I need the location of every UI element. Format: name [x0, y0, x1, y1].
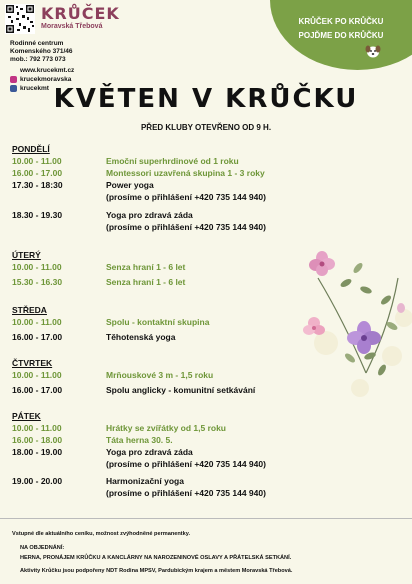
item-activity: Spolu anglicky - komunitní setkávání — [106, 385, 256, 395]
item-time: 16.00 - 17.00 — [12, 385, 63, 395]
instagram-icon — [10, 76, 17, 83]
day-heading: STŘEDA — [12, 305, 47, 315]
schedule-item — [12, 155, 407, 167]
item-time: 18.00 - 19.00 — [12, 447, 63, 457]
item-activity: Yoga pro zdravá záda — [106, 210, 193, 220]
slogan-line: POJĎME DO KRŮČKU — [298, 31, 384, 40]
item-activity: Yoga pro zdravá záda — [106, 447, 193, 457]
schedule-item — [12, 434, 407, 446]
item-activity: Senza hraní 1 - 6 let — [106, 262, 186, 272]
qr-code — [5, 4, 35, 34]
item-activity: Montessori uzavřená skupina 1 - 3 roky — [106, 168, 265, 178]
facebook-handle[interactable]: krucekmt — [20, 85, 49, 92]
footer-pricing: Vstupné dle aktuálního ceníku, možnost zvýhodněné permanentky. — [12, 531, 190, 537]
item-time: 10.00 - 11.00 — [12, 370, 62, 380]
instagram-handle[interactable]: krucekmoravska — [20, 76, 72, 83]
item-time: 19.00 - 20.00 — [12, 476, 63, 486]
item-activity: Hrátky se zvířátky od 1,5 roku — [106, 423, 227, 433]
item-time: 10.00 - 11.00 — [12, 423, 62, 433]
item-time: 17.30 - 18:30 — [12, 180, 63, 190]
item-note: (prosíme o přihlášení +420 735 144 940) — [106, 222, 266, 232]
address-block — [10, 40, 73, 64]
website-link[interactable]: www.krucekmt.cz — [20, 67, 75, 74]
day-heading: PONDĚLÍ — [12, 144, 50, 154]
logo — [41, 5, 120, 31]
address-line: mob.: 792 773 073 — [10, 56, 66, 63]
item-time: 16.00 - 17.00 — [12, 332, 63, 342]
footer-order-text: HERNA, PRONÁJEM KRŮČKU A KANCLÁRNY NA NAROZENINOVÉ OSLAVY A PŘÁTELSKÁ SETKÁNÍ. — [20, 555, 292, 561]
day-heading: ČTVRTEK — [12, 358, 53, 368]
item-activity: Táta herna 30. 5. — [106, 435, 173, 445]
item-time: 15.30 - 16.30 — [12, 277, 63, 287]
footer — [0, 518, 412, 584]
slogan-text — [286, 15, 396, 43]
item-time: 10.00 - 11.00 — [12, 156, 62, 166]
item-time: 10.00 - 11.00 — [12, 262, 62, 272]
item-activity: Spolu - kontaktní skupina — [106, 317, 210, 327]
day-heading: PÁTEK — [12, 411, 41, 421]
flower-illustration — [296, 238, 412, 398]
item-note: (prosíme o přihlášení +420 735 144 940) — [106, 459, 266, 469]
schedule-item — [12, 475, 407, 487]
item-time: 16.00 - 18.00 — [12, 435, 63, 445]
footer-order-heading: NA OBJEDNÁNÍ: — [20, 545, 65, 551]
logo-subtitle: Moravská Třebová — [41, 23, 103, 30]
item-time: 18.30 - 19.30 — [12, 210, 63, 220]
item-activity: Emoční superhrdinové od 1 roku — [106, 156, 239, 166]
schedule-item — [12, 422, 407, 434]
schedule-item — [12, 179, 407, 191]
address-line: Komenského 371/46 — [10, 48, 73, 55]
item-activity: Mrňouskové 3 m - 1,5 roku — [106, 370, 214, 380]
item-activity: Power yoga — [106, 180, 154, 190]
schedule-item — [12, 167, 407, 179]
item-note: (prosíme o přihlášení +420 735 144 940) — [106, 192, 266, 202]
slogan-line: KRŮČEK PO KRŮČKU — [298, 17, 384, 26]
page-subtitle: PŘED KLUBY OTEVŘENO OD 9 H. — [140, 123, 272, 132]
logo-name: KRŮČEK — [41, 4, 120, 23]
item-activity: Harmonizační yoga — [106, 476, 184, 486]
item-time: 16.00 - 17.00 — [12, 168, 63, 178]
puppy-icon — [365, 44, 381, 58]
page-title: KVĚTEN V KRŮČKU — [53, 84, 359, 114]
item-note: (prosíme o přihlášení +420 735 144 940) — [106, 488, 266, 498]
schedule-item — [12, 446, 407, 458]
item-time: 10.00 - 11.00 — [12, 317, 62, 327]
footer-sponsors: Aktivity Krůčku jsou podpořeny NDT Rodina MPSV, Pardubickým krajem a městem Moravská Třebová. — [20, 568, 293, 574]
item-activity: Těhotenská yoga — [106, 332, 176, 342]
day-heading: ÚTERÝ — [12, 250, 41, 260]
address-line: Rodinné centrum — [10, 40, 64, 47]
schedule-item — [12, 209, 407, 221]
item-activity: Senza hraní 1 - 6 let — [106, 277, 186, 287]
